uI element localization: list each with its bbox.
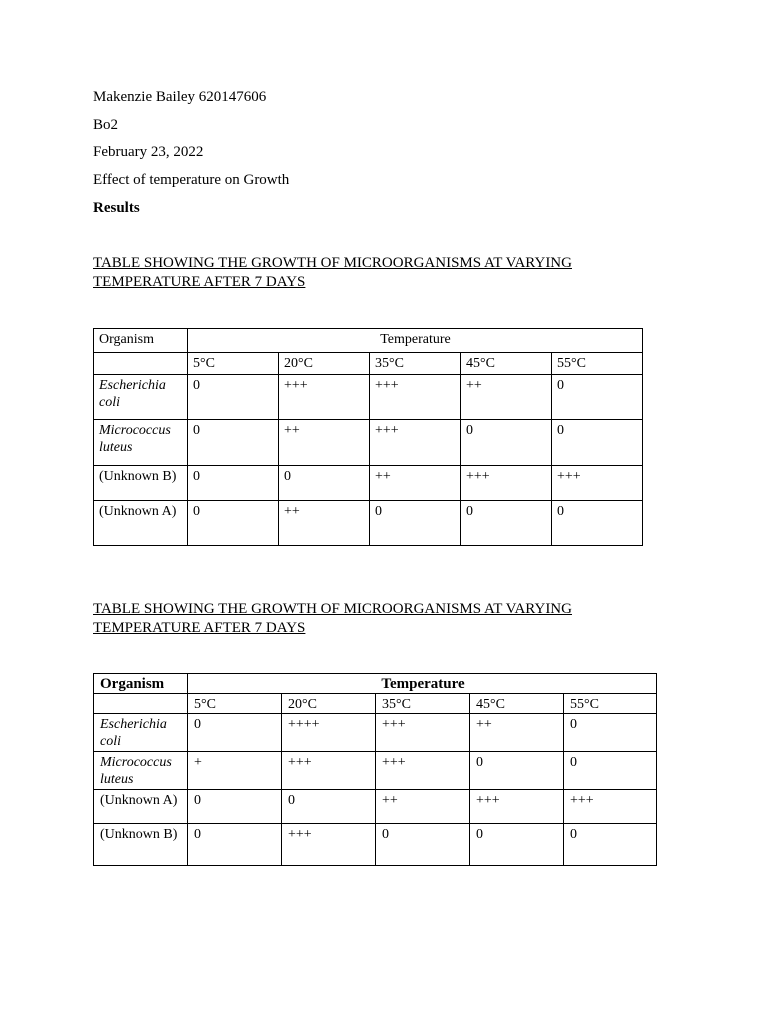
growth-cell: 0 xyxy=(461,420,552,466)
organism-cell: (Unknown B) xyxy=(94,466,188,501)
growth-cell: +++ xyxy=(564,790,657,824)
growth-cell: 0 xyxy=(188,714,282,752)
table-row xyxy=(94,466,643,501)
table-header-row xyxy=(94,674,657,694)
growth-cell: ++++ xyxy=(282,714,376,752)
report-title: Effect of temperature on Growth xyxy=(93,172,290,188)
growth-cell: +++ xyxy=(470,790,564,824)
growth-cell: +++ xyxy=(282,752,376,790)
table-row xyxy=(94,790,657,824)
growth-cell: 0 xyxy=(552,420,643,466)
growth-cell: 0 xyxy=(370,501,461,546)
temp-cell: 45°C xyxy=(461,353,552,375)
growth-cell: +++ xyxy=(461,466,552,501)
growth-cell: 0 xyxy=(376,824,470,866)
growth-cell: 0 xyxy=(279,466,370,501)
growth-cell: 0 xyxy=(564,714,657,752)
growth-cell: 0 xyxy=(564,824,657,866)
organism-cell: Escherichia coli xyxy=(94,714,188,752)
growth-cell: 0 xyxy=(188,420,279,466)
temperature-header: Temperature xyxy=(188,674,657,694)
table-row xyxy=(94,375,643,420)
growth-table-2 xyxy=(93,673,657,866)
table-2-caption-line-2: TEMPERATURE AFTER 7 DAYS xyxy=(93,620,306,636)
author-line: Makenzie Bailey 620147606 xyxy=(93,89,267,105)
table-header-row xyxy=(94,329,643,353)
temperature-header: Temperature xyxy=(188,329,643,353)
growth-cell: ++ xyxy=(279,420,370,466)
growth-cell: +++ xyxy=(376,714,470,752)
growth-cell: + xyxy=(188,752,282,790)
growth-cell: ++ xyxy=(461,375,552,420)
growth-cell: 0 xyxy=(188,824,282,866)
group-line: Bo2 xyxy=(93,117,119,133)
results-heading: Results xyxy=(93,200,140,216)
empty-cell xyxy=(94,353,188,375)
temp-cell: 5°C xyxy=(188,694,282,714)
organism-header: Organism xyxy=(94,674,188,694)
growth-cell: 0 xyxy=(188,466,279,501)
growth-cell: 0 xyxy=(461,501,552,546)
table-row xyxy=(94,714,657,752)
growth-cell: 0 xyxy=(188,501,279,546)
temp-cell: 35°C xyxy=(376,694,470,714)
growth-cell: +++ xyxy=(376,752,470,790)
table-1-caption-line-1: TABLE SHOWING THE GROWTH OF MICROORGANISMS AT VARYING xyxy=(93,255,572,271)
growth-cell: 0 xyxy=(282,790,376,824)
table-2-caption xyxy=(93,600,653,638)
organism-cell: Micrococcus luteus xyxy=(94,752,188,790)
organism-cell: (Unknown A) xyxy=(94,501,188,546)
date-line: February 23, 2022 xyxy=(93,144,204,160)
table-row xyxy=(94,420,643,466)
table-1-caption-line-2: TEMPERATURE AFTER 7 DAYS xyxy=(93,274,306,290)
growth-cell: 0 xyxy=(470,752,564,790)
growth-cell: ++ xyxy=(279,501,370,546)
temp-cell: 55°C xyxy=(552,353,643,375)
table-2-caption-line-1: TABLE SHOWING THE GROWTH OF MICROORGANISMS AT VARYING xyxy=(93,601,572,617)
temp-cell: 5°C xyxy=(188,353,279,375)
growth-cell: +++ xyxy=(370,375,461,420)
growth-cell: ++ xyxy=(370,466,461,501)
growth-cell: 0 xyxy=(188,790,282,824)
empty-cell xyxy=(94,694,188,714)
temp-cell: 20°C xyxy=(279,353,370,375)
temp-cell: 45°C xyxy=(470,694,564,714)
temperature-row xyxy=(94,694,657,714)
growth-cell: +++ xyxy=(279,375,370,420)
table-row xyxy=(94,752,657,790)
growth-cell: +++ xyxy=(282,824,376,866)
organism-cell: Micrococcus luteus xyxy=(94,420,188,466)
temp-cell: 35°C xyxy=(370,353,461,375)
growth-cell: 0 xyxy=(188,375,279,420)
growth-cell: 0 xyxy=(470,824,564,866)
table-row xyxy=(94,824,657,866)
organism-cell: (Unknown A) xyxy=(94,790,188,824)
growth-cell: 0 xyxy=(564,752,657,790)
growth-cell: +++ xyxy=(552,466,643,501)
temp-cell: 20°C xyxy=(282,694,376,714)
growth-table-1 xyxy=(93,328,643,546)
temp-cell: 55°C xyxy=(564,694,657,714)
organism-cell: (Unknown B) xyxy=(94,824,188,866)
table-row xyxy=(94,501,643,546)
table-1-caption xyxy=(93,254,653,292)
growth-cell: 0 xyxy=(552,501,643,546)
growth-cell: ++ xyxy=(470,714,564,752)
temperature-row xyxy=(94,353,643,375)
organism-header: Organism xyxy=(94,329,188,353)
organism-cell: Escherichia coli xyxy=(94,375,188,420)
growth-cell: ++ xyxy=(376,790,470,824)
growth-cell: 0 xyxy=(552,375,643,420)
growth-cell: +++ xyxy=(370,420,461,466)
